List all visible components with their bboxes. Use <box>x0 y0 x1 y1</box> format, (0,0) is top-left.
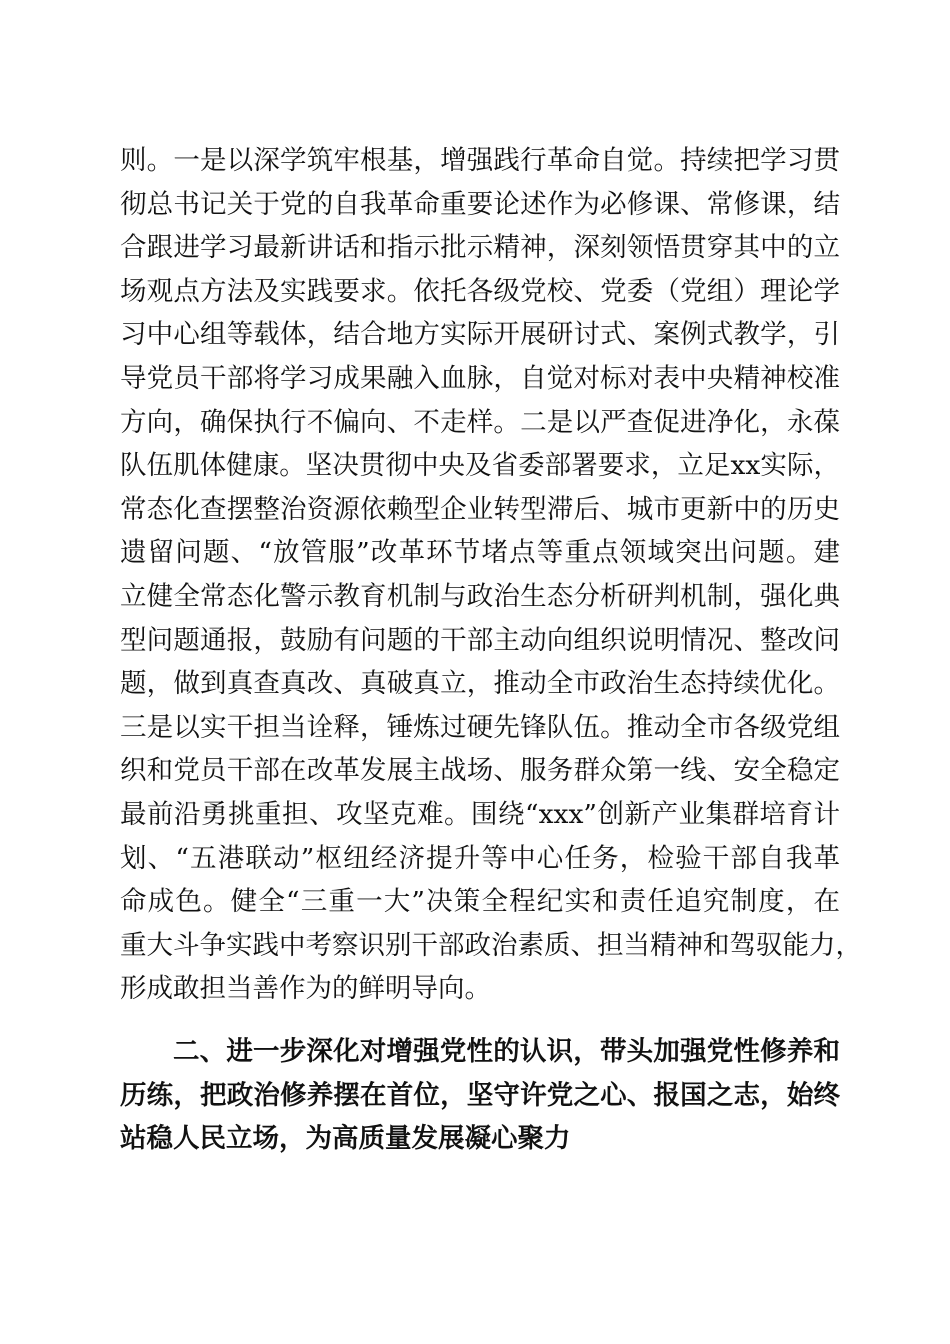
paragraph-line: 常态化查摆整治资源依赖型企业转型滞后、城市更新中的历史 <box>120 493 840 525</box>
paragraph-line: 合跟进学习最新讲话和指示批示精神，深刻领悟贯穿其中的立 <box>120 232 840 264</box>
paragraph-line: 划、“五港联动”枢纽经济提升等中心任务，检验干部自我革 <box>120 842 840 874</box>
paragraph-line: 习中心组等载体，结合地方实际开展研讨式、案例式教学，引 <box>120 319 840 351</box>
heading-line: 二、进一步深化对增强党性的认识，带头加强党性修养和 <box>173 1036 840 1067</box>
paragraph-line: 立健全常态化警示教育机制与政治生态分析研判机制，强化典 <box>120 580 840 612</box>
paragraph-line: 形成敢担当善作为的鲜明导向。 <box>120 973 491 1005</box>
paragraph-line: 则。一是以深学筑牢根基，增强践行革命自觉。持续把学习贯 <box>120 145 840 176</box>
paragraph-line: 方向，确保执行不偏向、不走样。二是以严查促进净化，永葆 <box>120 406 840 438</box>
section-heading <box>120 1030 840 1161</box>
paragraph-line: 题，做到真查真改、真破真立，推动全市政治生态持续优化。 <box>120 668 840 700</box>
paragraph-line: 彻总书记关于党的自我革命重要论述作为必修课、常修课，结 <box>120 188 840 220</box>
body-paragraph <box>120 139 862 1011</box>
paragraph-line: 遗留问题、“放管服”改革环节堵点等重点领域突出问题。建 <box>120 537 840 569</box>
paragraph-line: 重大斗争实践中考察识别干部政治素质、担当精神和驾驭能力， <box>120 929 862 961</box>
paragraph-line: 型问题通报，鼓励有问题的干部主动向组织说明情况、整改问 <box>120 624 840 656</box>
paragraph-line: 导党员干部将学习成果融入血脉，自觉对标对表中央精神校准 <box>120 362 840 394</box>
paragraph-line: 场观点方法及实践要求。依托各级党校、党委（党组）理论学 <box>120 275 840 307</box>
paragraph-line: 最前沿勇挑重担、攻坚克难。围绕“xxx”创新产业集群培育计 <box>120 798 840 830</box>
paragraph-line: 三是以实干担当诠释，锤炼过硬先锋队伍。推动全市各级党组 <box>120 711 840 743</box>
heading-line: 历练，把政治修养摆在首位，坚守许党之心、报国之志，始终 <box>120 1079 840 1111</box>
paragraph-line: 织和党员干部在改革发展主战场、服务群众第一线、安全稳定 <box>120 755 840 787</box>
paragraph-line: 命成色。健全“三重一大”决策全程纪实和责任追究制度，在 <box>120 886 840 918</box>
heading-line: 站稳人民立场，为高质量发展凝心聚力 <box>120 1123 571 1155</box>
paragraph-line: 队伍肌体健康。坚决贯彻中央及省委部署要求，立足xx实际， <box>120 450 840 482</box>
